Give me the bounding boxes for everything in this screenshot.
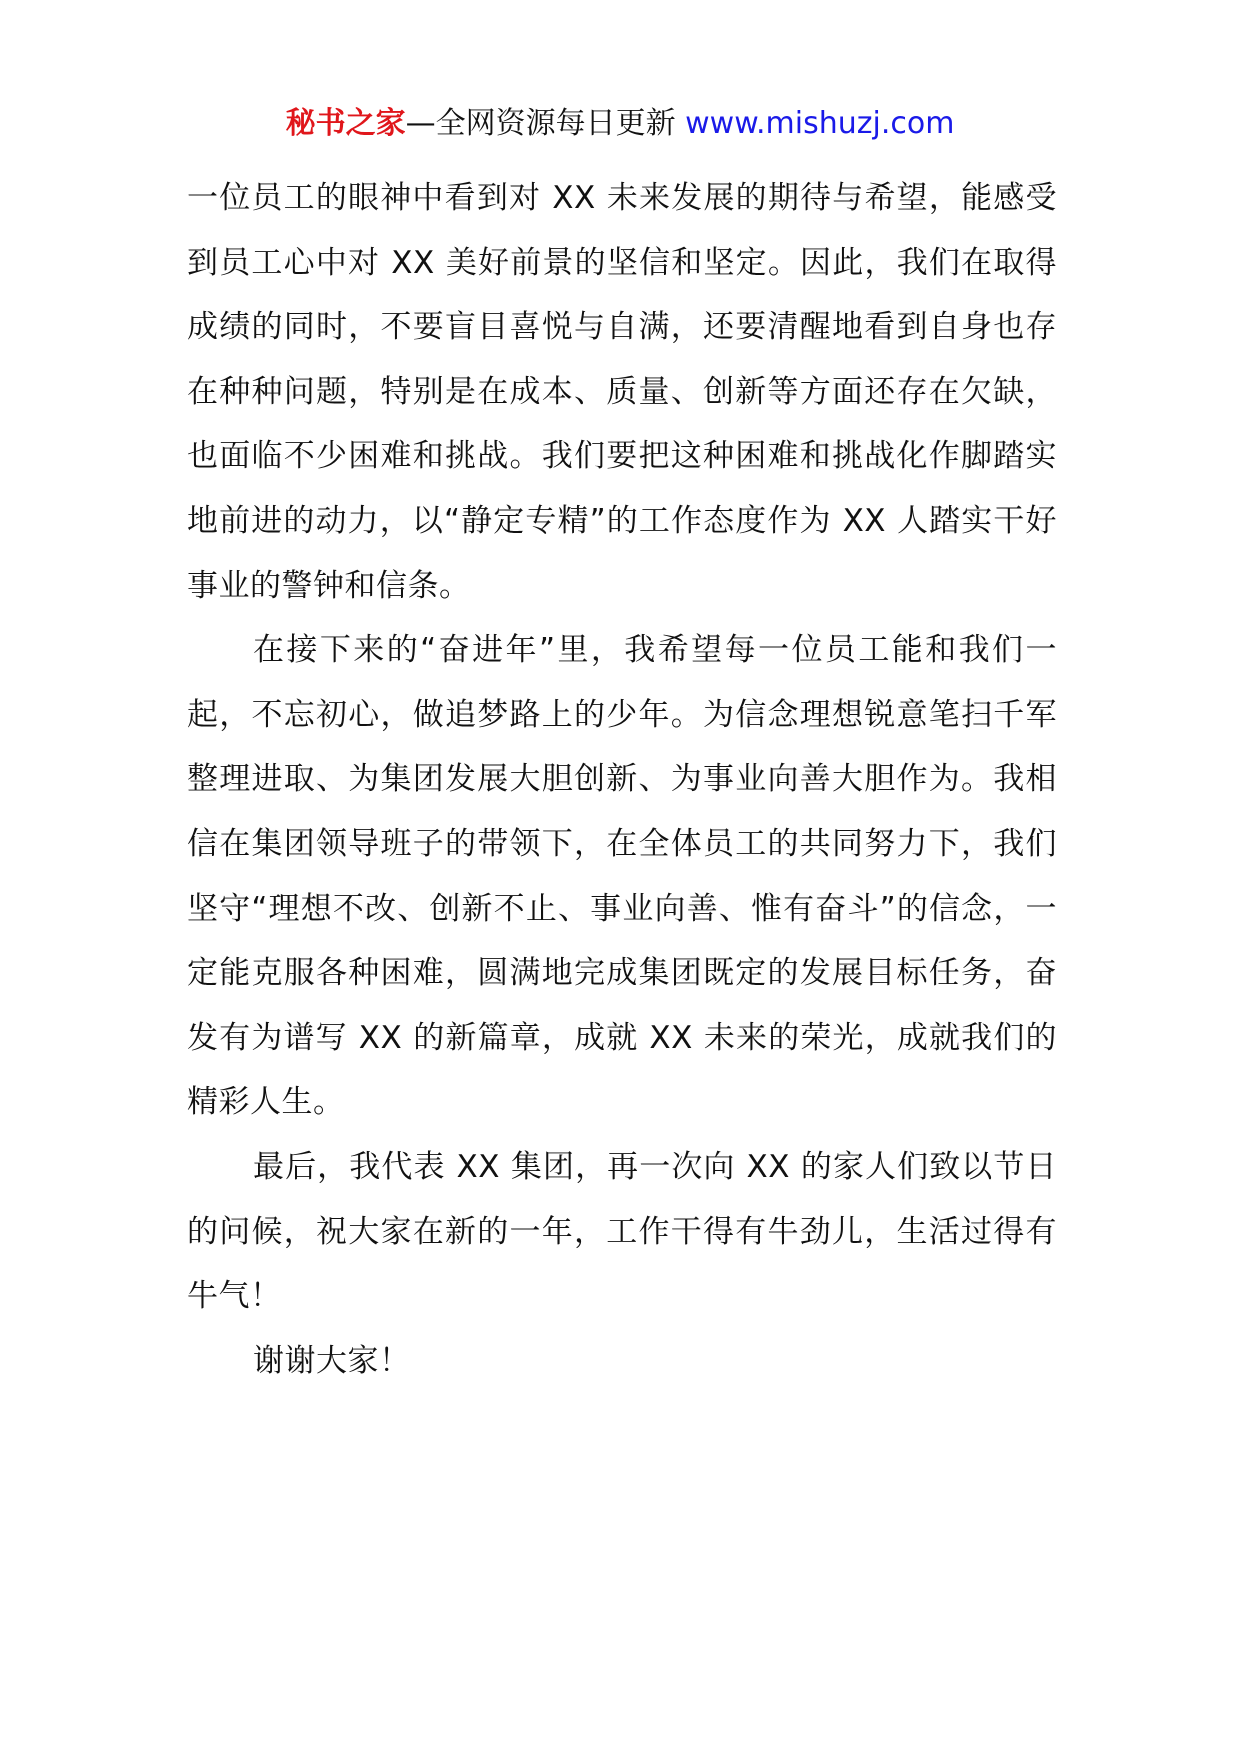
paragraph-greeting: 最后，我代表 XX 集团，再一次向 XX 的家人们致以节日的问候，祝大家在新的一年，工作干得有牛劲儿，生活过得有牛气！ <box>187 1148 1057 1315</box>
paragraph-thanks: 谢谢大家！ <box>253 1342 411 1379</box>
page-header <box>0 104 1240 144</box>
website-link[interactable]: www.mishuzj.com <box>685 106 955 141</box>
document-body <box>187 166 1057 1393</box>
paragraph-outlook: 在接下来的“奋进年”里，我希望每一位员工能和我们一起，不忘初心，做追梦路上的少年。为信念理想锐意笔扫千军整理进取、为集团发展大胆创新、为事业向善大胆作为。我相信在集团领导班子的带领下，在全体员工的共同努力下，我们坚守“理想不改、创新不止、事业向善、惟有奋斗”的信念，一定能克服各种困难，圆满地完成集团既定的发展目标任务，奋发有为谱写 XX 的新篇章，成就 XX 未来的荣光，成就我们的精彩人生。 <box>187 632 1057 1121</box>
brand-name: 秘书之家 <box>285 106 406 141</box>
paragraph-continued: 一位员工的眼神中看到对 XX 未来发展的期待与希望，能感受到员工心中对 XX 美好前景的坚信和坚定。因此，我们在取得成绩的同时，不要盲目喜悦与自满，还要清醒地看到自身也存在种种问题，特别是在成本、质量、创新等方面还存在欠缺，也面临不少困难和挑战。我们要把这种困难和挑战化作脚踏实地前进的动力，以“静定专精”的工作态度作为 XX 人踏实干好事业的警钟和信条。 <box>187 180 1057 604</box>
header-tagline: —全网资源每日更新 <box>405 106 686 141</box>
